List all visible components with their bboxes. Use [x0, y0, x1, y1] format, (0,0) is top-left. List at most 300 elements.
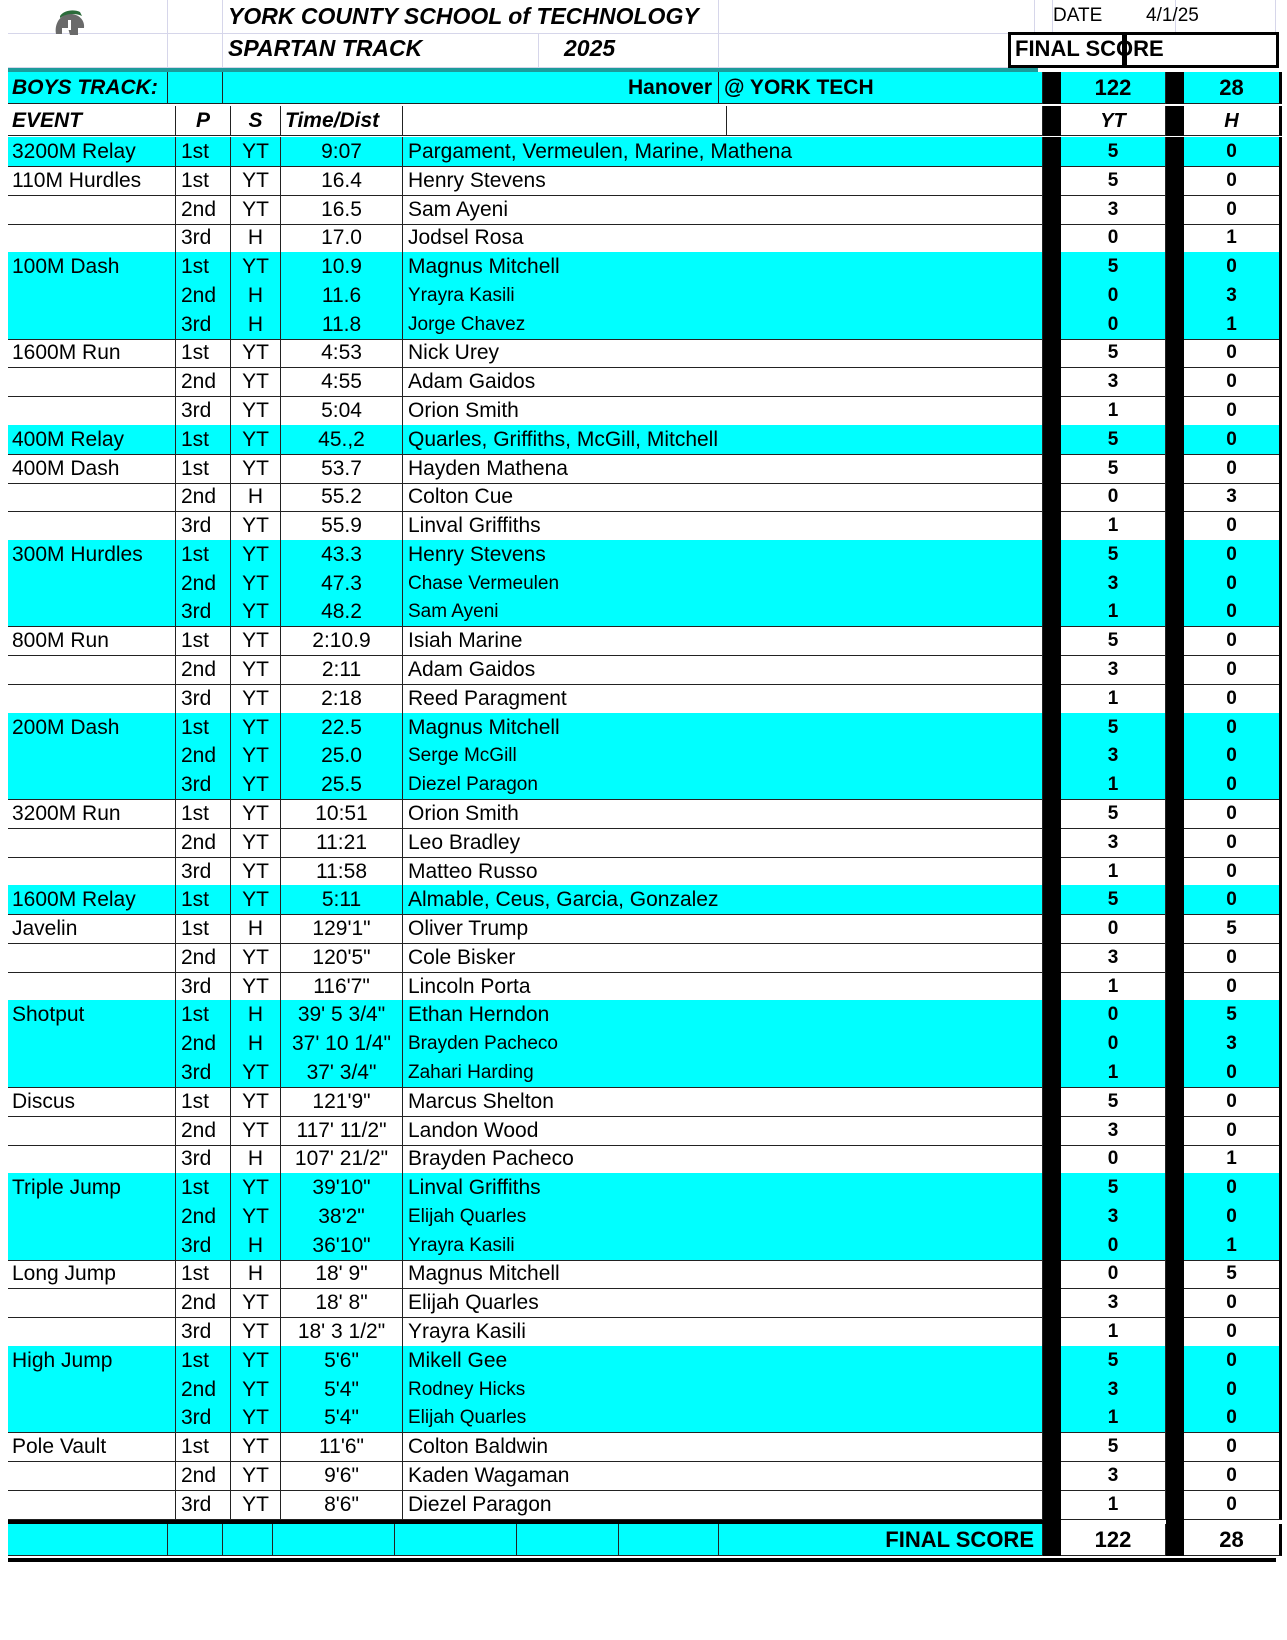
athlete-cell: Elijah Quarles	[403, 1288, 1043, 1318]
yt-points-cell: 5	[1061, 1173, 1166, 1203]
school-cell: YT	[231, 597, 281, 627]
athlete-cell: Magnus Mitchell	[403, 713, 1043, 743]
column-separator	[1166, 684, 1184, 714]
time-cell: 17.0	[281, 223, 403, 253]
time-cell: 39' 5 3/4"	[281, 1000, 403, 1030]
place-cell: 1st	[176, 885, 231, 915]
column-separator	[1043, 943, 1061, 973]
table-row	[8, 972, 1276, 1002]
athlete-cell: Orion Smith	[403, 396, 1043, 426]
school-cell: YT	[231, 338, 281, 368]
event-cell	[8, 1403, 176, 1433]
column-separator	[1166, 1000, 1184, 1030]
place-cell: 1st	[176, 799, 231, 829]
place-cell: 3rd	[176, 597, 231, 627]
h-points-cell: 0	[1184, 1317, 1282, 1347]
table-row	[8, 914, 1276, 944]
school-cell: YT	[231, 684, 281, 714]
time-cell: 11:21	[281, 828, 403, 858]
athlete-cell: Colton Baldwin	[403, 1432, 1043, 1462]
column-separator	[1043, 1116, 1061, 1146]
h-points-cell: 0	[1184, 972, 1282, 1002]
place-cell: 2nd	[176, 281, 231, 311]
column-separator	[1166, 943, 1184, 973]
h-points-cell: 3	[1184, 482, 1282, 512]
event-cell: 110M Hurdles	[8, 166, 176, 196]
athlete-cell: Cole Bisker	[403, 943, 1043, 973]
school-cell: YT	[231, 425, 281, 455]
yt-points-cell: 3	[1061, 828, 1166, 858]
yt-points-cell: 5	[1061, 252, 1166, 282]
event-cell	[8, 195, 176, 225]
column-separator	[1166, 223, 1184, 253]
column-separator	[1043, 72, 1061, 104]
date-label: DATE	[1053, 5, 1103, 26]
time-cell: 10:51	[281, 799, 403, 829]
place-cell: 3rd	[176, 223, 231, 253]
time-cell: 2:11	[281, 655, 403, 685]
place-cell: 2nd	[176, 1116, 231, 1146]
event-cell	[8, 684, 176, 714]
table-row	[8, 713, 1276, 743]
place-cell: 3rd	[176, 396, 231, 426]
yt-points-cell: 5	[1061, 166, 1166, 196]
event-cell	[8, 828, 176, 858]
event-cell	[8, 367, 176, 397]
table-row	[8, 1259, 1276, 1289]
meet-row	[8, 72, 1276, 104]
event-cell: Shotput	[8, 1000, 176, 1030]
h-points-cell: 5	[1184, 914, 1282, 944]
place-cell: 1st	[176, 1346, 231, 1376]
place-cell: 3rd	[176, 1403, 231, 1433]
place-cell: 1st	[176, 1000, 231, 1030]
column-separator	[1043, 511, 1061, 541]
event-cell	[8, 1029, 176, 1059]
athlete-cell: Elijah Quarles	[403, 1202, 1043, 1232]
place-cell: 1st	[176, 1173, 231, 1203]
yt-points-cell: 5	[1061, 885, 1166, 915]
place-cell: 1st	[176, 1432, 231, 1462]
column-separator	[1166, 1087, 1184, 1117]
athlete-cell: Landon Wood	[403, 1116, 1043, 1146]
event-cell	[8, 1144, 176, 1174]
column-separator	[1043, 914, 1061, 944]
h-points-cell: 0	[1184, 713, 1282, 743]
athlete-cell: Kaden Wagaman	[403, 1461, 1043, 1491]
time-cell: 11:58	[281, 857, 403, 887]
blank-cell	[619, 1524, 719, 1556]
h-points-cell: 0	[1184, 1432, 1282, 1462]
school-cell: H	[231, 482, 281, 512]
time-cell: 5:04	[281, 396, 403, 426]
event-cell: 400M Relay	[8, 425, 176, 455]
blank-cell	[273, 1524, 395, 1556]
blank-cell	[8, 1524, 168, 1556]
school-cell: H	[231, 1029, 281, 1059]
table-row	[8, 1058, 1276, 1088]
place-cell: 2nd	[176, 655, 231, 685]
column-separator	[1043, 338, 1061, 368]
h-points-cell: 0	[1184, 1202, 1282, 1232]
school-cell: YT	[231, 713, 281, 743]
place-cell: 3rd	[176, 1058, 231, 1088]
place-cell: 2nd	[176, 828, 231, 858]
column-separator	[1043, 1058, 1061, 1088]
event-cell: 800M Run	[8, 626, 176, 656]
column-separator	[1043, 569, 1061, 599]
h-points-cell: 0	[1184, 828, 1282, 858]
h-points-cell: 0	[1184, 1403, 1282, 1433]
h-points-cell: 0	[1184, 338, 1282, 368]
event-cell: High Jump	[8, 1346, 176, 1376]
h-points-cell: 0	[1184, 252, 1282, 282]
column-separator	[1166, 1173, 1184, 1203]
school-cell: H	[231, 1000, 281, 1030]
blank-cell	[395, 1524, 517, 1556]
time-cell: 5'4"	[281, 1403, 403, 1433]
column-separator	[1043, 1087, 1061, 1117]
athlete-cell: Lincoln Porta	[403, 972, 1043, 1002]
blank-cell	[168, 1524, 223, 1556]
table-row	[8, 741, 1276, 771]
yt-points-cell: 1	[1061, 1403, 1166, 1433]
table-row	[8, 1029, 1276, 1059]
table-row	[8, 166, 1276, 196]
h-points-cell: 0	[1184, 655, 1282, 685]
yt-points-cell: 1	[1061, 1490, 1166, 1520]
column-separator	[1043, 1317, 1061, 1347]
school-cell: H	[231, 1231, 281, 1261]
table-row	[8, 281, 1276, 311]
event-cell	[8, 511, 176, 541]
h-points-cell: 0	[1184, 626, 1282, 656]
blank-cell	[403, 106, 727, 136]
column-separator	[1166, 914, 1184, 944]
yt-points-cell: 1	[1061, 511, 1166, 541]
table-row	[8, 195, 1276, 225]
school-cell: YT	[231, 569, 281, 599]
yt-points-cell: 5	[1061, 425, 1166, 455]
time-cell: 10.9	[281, 252, 403, 282]
yt-points-cell: 1	[1061, 770, 1166, 800]
event-cell	[8, 569, 176, 599]
column-separator	[1166, 1520, 1184, 1556]
column-separator	[1043, 367, 1061, 397]
time-cell: 18' 9"	[281, 1259, 403, 1289]
column-separator	[1043, 655, 1061, 685]
table-row	[8, 137, 1276, 167]
athlete-cell: Sam Ayeni	[403, 597, 1043, 627]
athlete-cell: Oliver Trump	[403, 914, 1043, 944]
time-cell: 43.3	[281, 540, 403, 570]
h-points-cell: 3	[1184, 1029, 1282, 1059]
column-separator	[1166, 137, 1184, 167]
time-cell: 116'7"	[281, 972, 403, 1002]
yt-points-cell: 3	[1061, 569, 1166, 599]
time-cell: 16.4	[281, 166, 403, 196]
place-cell: 1st	[176, 338, 231, 368]
school-cell: YT	[231, 1288, 281, 1318]
time-cell: 25.5	[281, 770, 403, 800]
athlete-cell: Almable, Ceus, Garcia, Gonzalez	[403, 885, 1043, 915]
time-cell: 36'10"	[281, 1231, 403, 1261]
place-cell: 1st	[176, 1259, 231, 1289]
athlete-cell: Adam Gaidos	[403, 655, 1043, 685]
time-cell: 18' 8"	[281, 1288, 403, 1318]
place-cell: 2nd	[176, 195, 231, 225]
column-separator	[1043, 137, 1061, 167]
yt-points-cell: 5	[1061, 338, 1166, 368]
school-cell: YT	[231, 1403, 281, 1433]
school-cell: YT	[231, 396, 281, 426]
place-cell: 3rd	[176, 1231, 231, 1261]
place-cell: 2nd	[176, 1461, 231, 1491]
yt-points-cell: 1	[1061, 684, 1166, 714]
event-cell	[8, 1317, 176, 1347]
athlete-cell: Brayden Pacheco	[403, 1144, 1043, 1174]
column-separator	[1043, 195, 1061, 225]
place-cell: 3rd	[176, 1144, 231, 1174]
col-time: Time/Dist	[281, 106, 403, 136]
yt-points-cell: 5	[1061, 713, 1166, 743]
col-place: P	[176, 106, 231, 136]
time-cell: 48.2	[281, 597, 403, 627]
athlete-cell: Linval Griffiths	[403, 1173, 1043, 1203]
grid-cell	[1035, 0, 1053, 34]
column-separator	[1166, 1202, 1184, 1232]
column-separator	[1043, 425, 1061, 455]
athlete-cell: Elijah Quarles	[403, 1403, 1043, 1433]
place-cell: 2nd	[176, 569, 231, 599]
column-separator	[1166, 1375, 1184, 1405]
time-cell: 2:10.9	[281, 626, 403, 656]
column-separator	[1043, 713, 1061, 743]
time-cell: 2:18	[281, 684, 403, 714]
event-cell: 3200M Run	[8, 799, 176, 829]
column-separator	[1043, 540, 1061, 570]
time-cell: 11.8	[281, 310, 403, 340]
year-label: 2025	[564, 35, 616, 61]
event-cell: 200M Dash	[8, 713, 176, 743]
school-cell: YT	[231, 770, 281, 800]
place-cell: 3rd	[176, 511, 231, 541]
athlete-cell: Zahari Harding	[403, 1058, 1043, 1088]
table-row	[8, 1461, 1276, 1491]
column-separator	[1166, 597, 1184, 627]
column-separator	[1166, 1317, 1184, 1347]
event-cell	[8, 1116, 176, 1146]
table-row	[8, 626, 1276, 656]
date-value: 4/1/25	[1146, 5, 1199, 26]
athlete-cell: Yrayra Kasili	[403, 1231, 1043, 1261]
table-row	[8, 857, 1276, 887]
time-cell: 25.0	[281, 741, 403, 771]
time-cell: 9'6"	[281, 1461, 403, 1491]
yt-points-cell: 5	[1061, 540, 1166, 570]
column-separator	[1166, 1116, 1184, 1146]
column-separator	[1166, 1029, 1184, 1059]
place-cell: 2nd	[176, 482, 231, 512]
column-separator	[1166, 454, 1184, 484]
column-separator	[1043, 310, 1061, 340]
h-points-cell: 0	[1184, 425, 1282, 455]
place-cell: 2nd	[176, 1029, 231, 1059]
table-row	[8, 511, 1276, 541]
athlete-cell: Jodsel Rosa	[403, 223, 1043, 253]
school-cell: YT	[231, 799, 281, 829]
place-cell: 1st	[176, 540, 231, 570]
event-cell	[8, 1490, 176, 1520]
place-cell: 1st	[176, 914, 231, 944]
event-cell	[8, 857, 176, 887]
blank-cell	[727, 106, 1043, 136]
column-separator	[1166, 799, 1184, 829]
column-separator	[1166, 828, 1184, 858]
table-row	[8, 454, 1276, 484]
school-cell: YT	[231, 252, 281, 282]
footer-row	[8, 1520, 1276, 1556]
table-row	[8, 338, 1276, 368]
column-separator	[1043, 626, 1061, 656]
h-points-cell: 0	[1184, 1461, 1282, 1491]
time-cell: 120'5"	[281, 943, 403, 973]
column-separator	[1043, 1259, 1061, 1289]
yt-points-cell: 5	[1061, 454, 1166, 484]
school-title: YORK COUNTY SCHOOL of TECHNOLOGY	[228, 3, 699, 29]
school-cell: YT	[231, 828, 281, 858]
yt-points-cell: 5	[1061, 1432, 1166, 1462]
table-row	[8, 597, 1276, 627]
event-cell	[8, 396, 176, 426]
column-separator	[1166, 569, 1184, 599]
time-cell: 11'6"	[281, 1432, 403, 1462]
column-separator	[1166, 1403, 1184, 1433]
athlete-cell: Colton Cue	[403, 482, 1043, 512]
yt-points-cell: 1	[1061, 972, 1166, 1002]
table-row	[8, 425, 1276, 455]
yt-points-cell: 3	[1061, 367, 1166, 397]
school-cell: YT	[231, 1461, 281, 1491]
grid-cell	[719, 0, 1035, 34]
column-separator	[1166, 540, 1184, 570]
time-cell: 55.9	[281, 511, 403, 541]
col-school: S	[231, 106, 281, 136]
bottom-rule	[8, 1558, 1276, 1562]
column-separator	[1043, 1520, 1061, 1556]
table-row	[8, 828, 1276, 858]
place-cell: 1st	[176, 425, 231, 455]
table-row	[8, 1317, 1276, 1347]
yt-points-cell: 5	[1061, 1087, 1166, 1117]
athlete-cell: Henry Stevens	[403, 166, 1043, 196]
time-cell: 47.3	[281, 569, 403, 599]
school-cell: YT	[231, 655, 281, 685]
table-row	[8, 1432, 1276, 1462]
athlete-cell: Linval Griffiths	[403, 511, 1043, 541]
column-separator	[1166, 281, 1184, 311]
blank-cell	[168, 72, 223, 104]
school-cell: YT	[231, 1058, 281, 1088]
event-cell: 100M Dash	[8, 252, 176, 282]
table-row	[8, 943, 1276, 973]
opponent-name: Hanover	[223, 72, 719, 104]
h-points-cell: 0	[1184, 511, 1282, 541]
table-row	[8, 684, 1276, 714]
h-points-cell: 0	[1184, 1087, 1282, 1117]
time-cell: 16.5	[281, 195, 403, 225]
table-row	[8, 310, 1276, 340]
column-separator	[1043, 1346, 1061, 1376]
athlete-cell: Matteo Russo	[403, 857, 1043, 887]
event-cell: 3200M Relay	[8, 137, 176, 167]
event-cell: Discus	[8, 1087, 176, 1117]
athlete-cell: Henry Stevens	[403, 540, 1043, 570]
column-separator	[1043, 741, 1061, 771]
school-cell: YT	[231, 1375, 281, 1405]
h-points-cell: 0	[1184, 396, 1282, 426]
h-points-cell: 0	[1184, 1058, 1282, 1088]
yt-points-cell: 1	[1061, 857, 1166, 887]
column-separator	[1166, 425, 1184, 455]
column-separator	[1166, 482, 1184, 512]
h-points-cell: 0	[1184, 1375, 1282, 1405]
event-cell: Pole Vault	[8, 1432, 176, 1462]
table-row	[8, 1231, 1276, 1261]
event-cell	[8, 770, 176, 800]
school-cell: YT	[231, 857, 281, 887]
yt-points-cell: 0	[1061, 1259, 1166, 1289]
h-points-cell: 0	[1184, 540, 1282, 570]
column-separator	[1043, 106, 1061, 136]
column-separator	[1043, 684, 1061, 714]
athlete-cell: Marcus Shelton	[403, 1087, 1043, 1117]
table-row	[8, 1375, 1276, 1405]
place-cell: 2nd	[176, 1375, 231, 1405]
table-row	[8, 799, 1276, 829]
school-cell: H	[231, 1259, 281, 1289]
column-separator	[1043, 1202, 1061, 1232]
athlete-cell: Diezel Paragon	[403, 770, 1043, 800]
column-separator	[1043, 396, 1061, 426]
column-separator	[1166, 396, 1184, 426]
table-row	[8, 1346, 1276, 1376]
column-separator	[1166, 166, 1184, 196]
yt-points-cell: 0	[1061, 1000, 1166, 1030]
table-row	[8, 1173, 1276, 1203]
time-cell: 37' 3/4"	[281, 1058, 403, 1088]
team-score-h: 28	[1184, 72, 1282, 104]
place-cell: 3rd	[176, 972, 231, 1002]
column-separator	[1166, 367, 1184, 397]
column-separator	[1166, 1288, 1184, 1318]
place-cell: 3rd	[176, 310, 231, 340]
h-points-cell: 1	[1184, 310, 1282, 340]
time-cell: 5:11	[281, 885, 403, 915]
time-cell: 11.6	[281, 281, 403, 311]
h-points-cell: 0	[1184, 597, 1282, 627]
column-separator	[1043, 166, 1061, 196]
event-cell	[8, 1231, 176, 1261]
time-cell: 121'9"	[281, 1087, 403, 1117]
yt-points-cell: 1	[1061, 597, 1166, 627]
school-cell: YT	[231, 1202, 281, 1232]
event-cell	[8, 281, 176, 311]
event-cell	[8, 943, 176, 973]
column-separator	[1166, 511, 1184, 541]
team-score-yt: 122	[1061, 72, 1166, 104]
athlete-cell: Isiah Marine	[403, 626, 1043, 656]
